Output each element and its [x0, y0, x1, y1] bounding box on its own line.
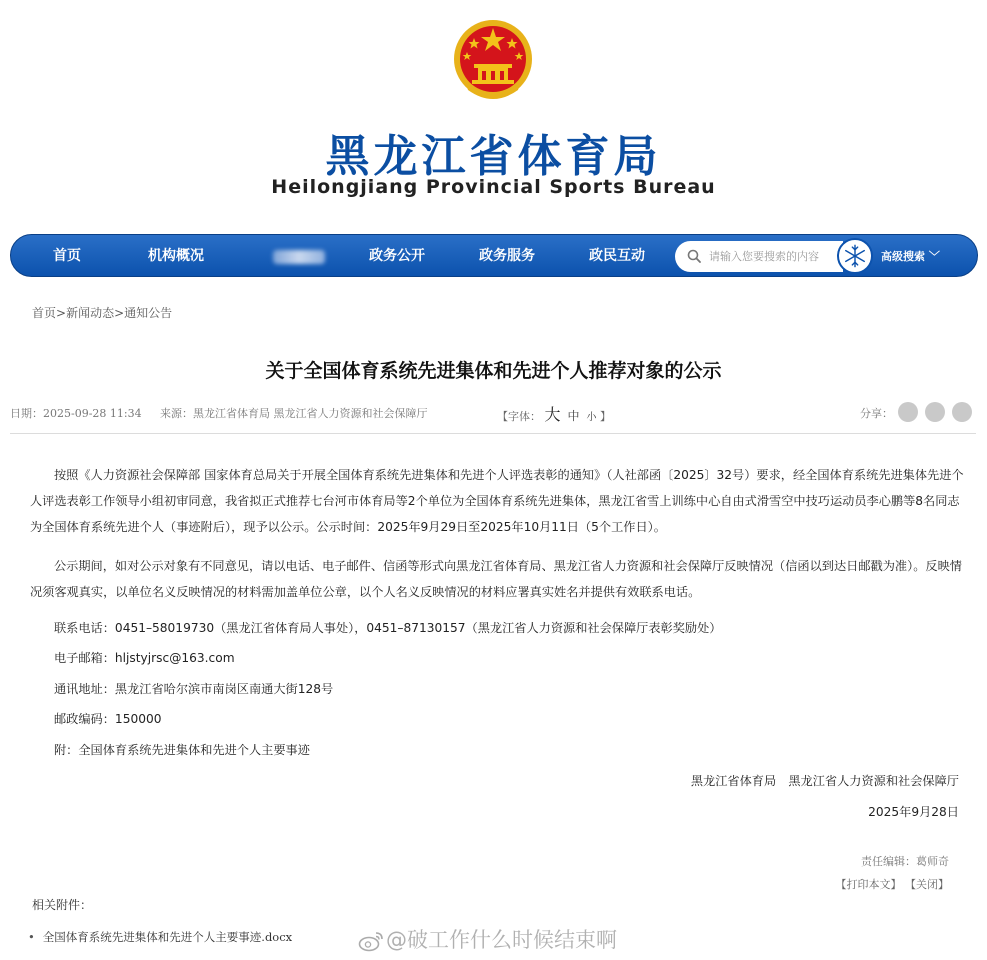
contact-postcode: 邮政编码：150000 [54, 712, 162, 726]
nav-item-home[interactable]: 首页 [53, 248, 81, 264]
article-date: 日期：2025-09-28 11:34 [10, 407, 142, 420]
search-icon[interactable] [687, 249, 701, 263]
search-box [675, 241, 843, 272]
breadcrumb-home[interactable]: 首页 [32, 306, 57, 320]
breadcrumb-notices[interactable]: 通知公告 [124, 306, 173, 320]
font-size-medium[interactable]: 中 [567, 409, 580, 423]
attachment-note: 附：全国体育系统先进集体和先进个人主要事迹 [54, 743, 310, 757]
print-button[interactable]: 【打印本文】 [835, 878, 902, 891]
nav-item-blurred[interactable] [273, 250, 325, 264]
breadcrumb-separator: > [56, 306, 67, 320]
responsible-editor: 责任编辑：葛师奇 [861, 855, 949, 868]
signature: 黑龙江省体育局 黑龙江省人力资源和社会保障厅 [690, 774, 959, 788]
nav-item-interaction[interactable]: 政民互动 [589, 248, 645, 264]
font-size-large[interactable]: 大 [544, 405, 561, 424]
snowflake-search-button-icon[interactable] [837, 238, 873, 274]
font-size-label: 【字体： [497, 410, 541, 423]
advanced-search-link[interactable]: 高级搜索 ﹀ [881, 250, 940, 263]
article-paragraph-2: 公示期间，如对公示对象有不同意见，请以电话、电子邮件、信函等形式向黑龙江省体育局、黑龙江省人力资源和社会保障厅反映情况（信函以到达日邮戳为准）。反映情况须客观真实，以单位名义反映情况的材料需加盖单位公章，以个人名义反映情况的材料应署真实姓名并提供有效联系电话。 [30, 559, 962, 599]
article-title: 关于全国体育系统先进集体和先进个人推荐对象的公示 [265, 360, 722, 382]
breadcrumb-separator: > [114, 306, 125, 320]
contact-phone: 联系电话：0451–58019730（黑龙江省体育局人事处），0451–87130157（黑龙江省人力资源和社会保障厅表彰奖励处） [54, 621, 722, 635]
watermark-text: @破工作什么时候结束啊 [386, 928, 617, 952]
national-emblem-icon [452, 16, 534, 102]
search-input[interactable] [709, 246, 837, 267]
font-size-small[interactable]: 小 [586, 412, 597, 423]
main-nav-bar [10, 234, 978, 277]
qzone-share-icon[interactable] [952, 402, 972, 422]
nav-item-government-services[interactable]: 政务服务 [479, 248, 535, 264]
font-size-close: 】 [600, 410, 612, 423]
share-label: 分享： [860, 407, 893, 420]
site-title-en: Heilongjiang Provincial Sports Bureau [271, 176, 716, 198]
nav-item-institution[interactable]: 机构概况 [148, 248, 204, 264]
wechat-share-icon[interactable] [898, 402, 918, 422]
weibo-share-icon[interactable] [925, 402, 945, 422]
contact-address: 通讯地址：黑龙江省哈尔滨市南岗区南通大街128号 [54, 682, 334, 696]
attachment-link[interactable]: • 全国体育系统先进集体和先进个人主要事迹.docx [28, 929, 292, 945]
contact-email: 电子邮箱：hljstyjrsc@163.com [54, 651, 235, 665]
signature-date: 2025年9月28日 [868, 805, 959, 819]
breadcrumb-news[interactable]: 新闻动态 [66, 306, 115, 320]
weibo-logo-icon [358, 930, 384, 952]
watermark [358, 924, 617, 954]
close-button[interactable]: 【关闭】 [905, 878, 949, 891]
breadcrumb [32, 304, 172, 321]
font-size-control [497, 402, 611, 425]
attachments-heading: 相关附件： [32, 898, 93, 912]
nav-item-government-affairs[interactable]: 政务公开 [369, 248, 425, 264]
article-paragraph-1: 按照《人力资源社会保障部 国家体育总局关于开展全国体育系统先进集体和先进个人评选表彰的通知》（人社部函〔2025〕32号）要求，经全国体育系统先进集体先进个人评选表彰工作领导小组初审同意，我省拟正式推荐七台河市体育局等2个单位为全国体育系统先进集体，黑龙江省雪上训练中心自由式滑雪空中技巧运动员李心鹏等8名同志为全国体育系统先进个人（事迹附后），现予以公示。公示时间：2025年9月29日至2025年10月11日（5个工作日）。 [30, 468, 964, 534]
site-title-cn: 黑龙江省体育局 [325, 131, 662, 182]
article-source: 来源：黑龙江省体育局 黑龙江省人力资源和社会保障厅 [160, 407, 428, 420]
divider [10, 433, 976, 434]
print-links [836, 876, 950, 892]
